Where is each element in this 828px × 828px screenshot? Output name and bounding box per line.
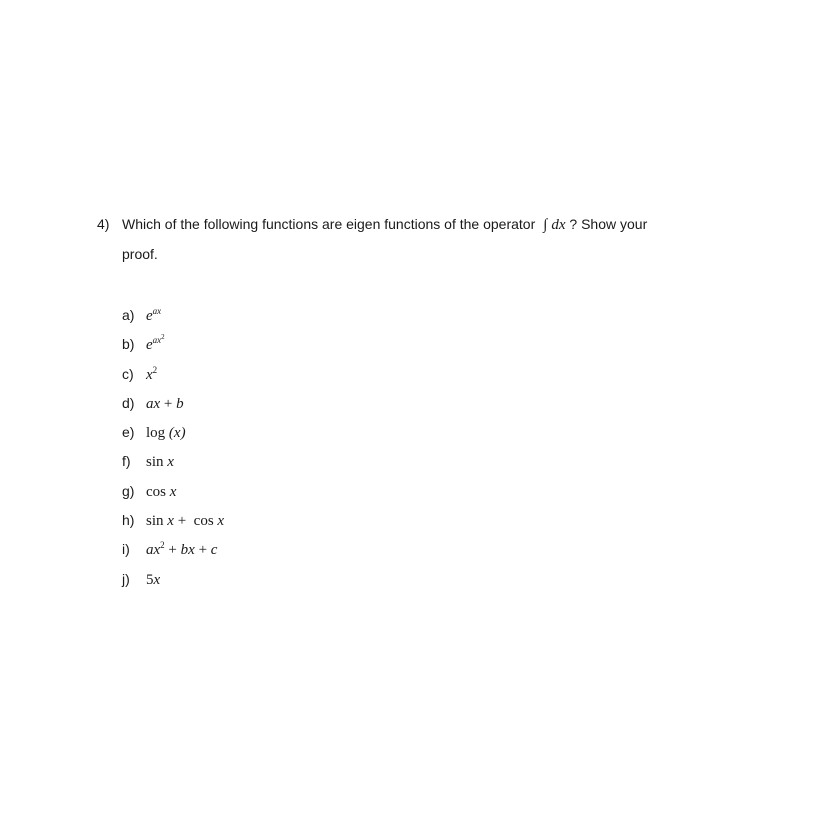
question-block bbox=[97, 216, 717, 262]
option-label: g) bbox=[122, 482, 135, 499]
option-e bbox=[122, 424, 224, 453]
option-f bbox=[122, 453, 224, 482]
question-text-after: ? Show your bbox=[569, 216, 648, 232]
option-expression: $e^{ax}$ bbox=[146, 306, 162, 324]
question-line-1 bbox=[97, 216, 717, 234]
option-j bbox=[122, 571, 224, 600]
option-expression: ax + b bbox=[146, 395, 184, 412]
option-expression: sin x bbox=[146, 454, 174, 471]
option-h bbox=[122, 512, 224, 541]
option-b bbox=[122, 333, 224, 365]
option-expression: $e^{ax^2}$ bbox=[146, 333, 165, 354]
option-expression: log (x) bbox=[146, 425, 186, 442]
option-label: d) bbox=[122, 394, 135, 411]
options-list bbox=[122, 307, 224, 600]
option-label: h) bbox=[122, 512, 135, 529]
operator-dx: dx bbox=[551, 217, 566, 233]
option-label: c) bbox=[122, 365, 134, 382]
option-i bbox=[122, 541, 224, 570]
option-label: f) bbox=[122, 453, 131, 470]
option-label: i) bbox=[122, 541, 130, 558]
option-c bbox=[122, 366, 224, 395]
option-expression: $ax^2$ + bx + c bbox=[146, 540, 218, 559]
integral-symbol: ∫ bbox=[543, 217, 548, 233]
option-a bbox=[122, 307, 224, 336]
question-number: 4) bbox=[97, 216, 110, 232]
option-label: j) bbox=[122, 570, 130, 587]
option-d bbox=[122, 395, 224, 424]
option-expression: sin x + cos x bbox=[146, 513, 225, 530]
option-label: a) bbox=[122, 307, 135, 323]
option-expression: $x^2$ bbox=[146, 364, 158, 383]
question-continuation: proof. bbox=[122, 246, 158, 262]
option-label: e) bbox=[122, 424, 135, 441]
option-expression: cos x bbox=[146, 483, 177, 500]
question-text: Which of the following functions are eigen functions of the operator bbox=[122, 216, 536, 232]
option-label: b) bbox=[122, 336, 135, 353]
option-g bbox=[122, 483, 224, 512]
option-expression: 5x bbox=[146, 571, 161, 588]
